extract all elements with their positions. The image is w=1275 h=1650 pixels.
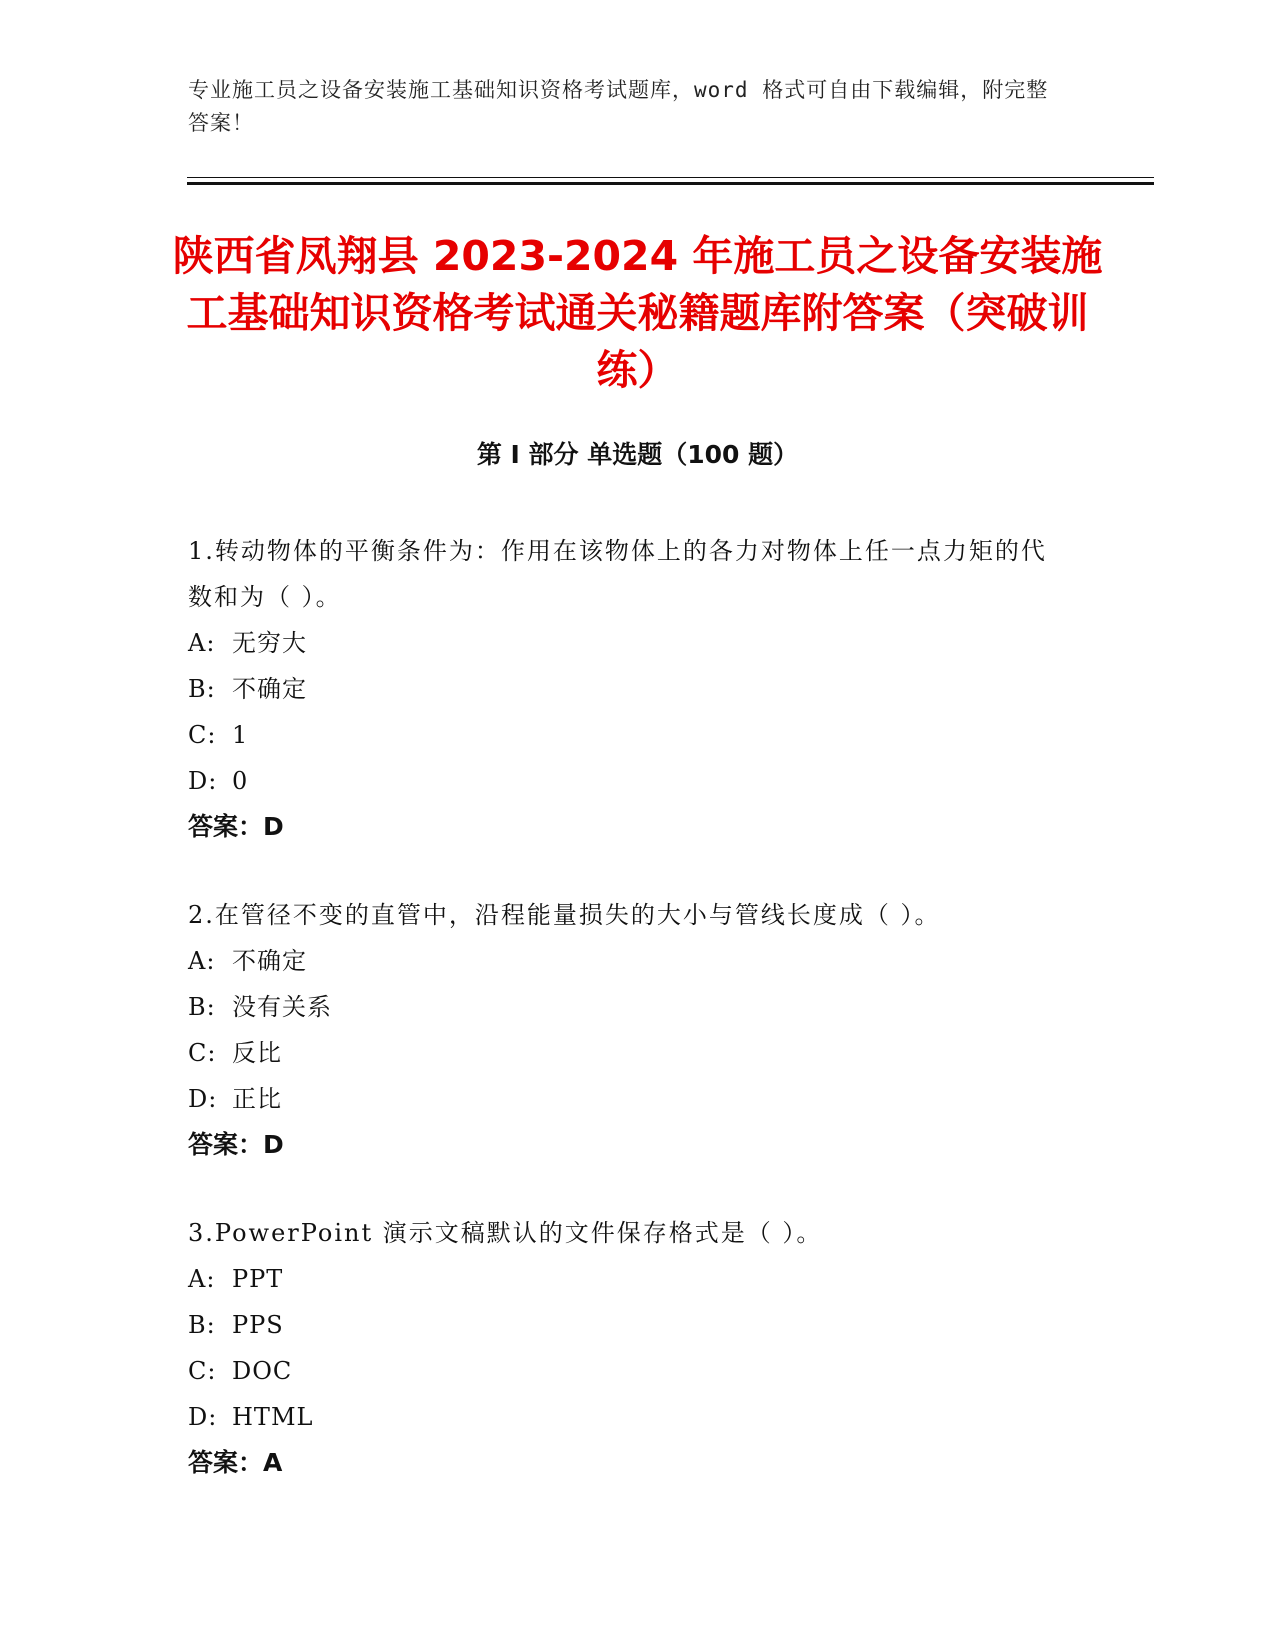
option-text: 0 [232,767,249,795]
option-text: 没有关系 [232,993,332,1021]
answer: 答案：A [188,1448,283,1477]
option-letter: D: [188,1085,218,1113]
option-letter: C: [188,721,217,749]
option-text: 无穷大 [232,629,307,657]
option-letter: A: [188,1265,216,1293]
question-1 [188,528,1068,850]
option-c [188,1348,1068,1394]
section-heading: 第 I 部分 单选题（100 题） [476,440,799,469]
option-letter: B: [188,675,216,703]
option-d [188,1394,1068,1440]
option-a [188,1256,1068,1302]
option-letter: C: [188,1357,217,1385]
header-divider-thick [187,182,1154,185]
option-text: DOC [232,1357,293,1385]
option-b [188,1302,1068,1348]
option-text: PPT [232,1265,284,1293]
option-a [188,620,1068,666]
option-c [188,1030,1068,1076]
header-divider-thin [187,177,1154,178]
option-letter: C: [188,1039,217,1067]
option-letter: D: [188,767,218,795]
option-letter: D: [188,1403,218,1431]
option-text: HTML [232,1403,314,1431]
header-note: 专业施工员之设备安装施工基础知识资格考试题库，word 格式可自由下载编辑，附完整答案！ [188,78,1049,135]
option-d [188,758,1068,804]
question-stem: 2.在管径不变的直管中，沿程能量损失的大小与管线长度成（ ）。 [188,901,941,929]
option-text: 不确定 [232,947,307,975]
option-letter: A: [188,947,216,975]
question-3 [188,1210,1068,1486]
question-2 [188,892,1068,1168]
option-a [188,938,1068,984]
option-letter: A: [188,629,216,657]
option-text: 不确定 [232,675,307,703]
option-text: 正比 [232,1085,282,1113]
question-stem: 3.PowerPoint 演示文稿默认的文件保存格式是（ ）。 [188,1219,823,1247]
option-b [188,984,1068,1030]
option-text: 反比 [232,1039,282,1067]
option-b [188,666,1068,712]
document-title: 陕西省凤翔县 2023-2024 年施工员之设备安装施工基础知识资格考试通关秘籍题库附答案（突破训练） [172,232,1103,394]
option-letter: B: [188,993,216,1021]
option-text: 1 [232,721,249,749]
option-c [188,712,1068,758]
option-text: PPS [232,1311,284,1339]
answer: 答案：D [188,1130,284,1159]
question-list [188,528,1068,1528]
question-stem: 1.转动物体的平衡条件为：作用在该物体上的各力对物体上任一点力矩的代数和为（ ）。 [188,537,1047,611]
option-letter: B: [188,1311,216,1339]
option-d [188,1076,1068,1122]
answer: 答案：D [188,812,284,841]
